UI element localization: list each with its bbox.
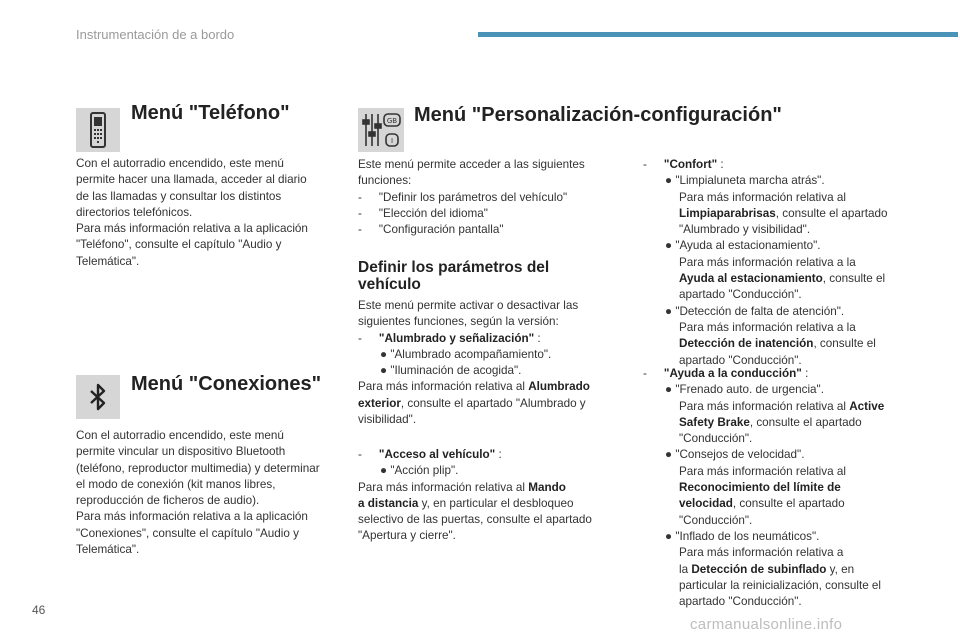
list-item: - "Definir los parámetros del vehículo"	[358, 190, 568, 204]
list-item: - "Elección del idioma"	[358, 206, 488, 220]
text-line: Telemática".	[76, 254, 140, 268]
text-line: funciones:	[358, 174, 412, 188]
text-line: Para más información relativa al	[679, 464, 846, 478]
list-item: - "Alumbrado y señalización" :	[358, 331, 541, 345]
sub-list-item: ● "Frenado auto. de urgencia".	[665, 383, 824, 397]
text-line: "Apertura y cierre".	[358, 529, 456, 543]
sub-list-item: ● "Consejos de velocidad".	[665, 448, 805, 462]
list-item: - "Acceso al vehículo" :	[358, 448, 502, 461]
sub-list-item: ● "Iluminación de acogida".	[380, 364, 522, 378]
text-line: Con el autorradio encendido, este menú	[76, 157, 284, 170]
text-line: Con el autorradio encendido, este menú	[76, 429, 284, 442]
icon-label-i: I	[390, 137, 394, 145]
text-line: particular la reinicialización, consulte el	[679, 578, 882, 592]
personalizacion-heading: Menú "Personalización-configuración"	[414, 104, 782, 126]
acceso-body	[358, 447, 592, 545]
conexiones-body	[76, 428, 320, 558]
text-line: permite vincular un dispositivo Bluetooth	[76, 445, 286, 459]
text-line: Limpiaparabrisas, consulte el apartado	[679, 206, 888, 220]
text-line: apartado "Conducción".	[679, 353, 802, 367]
sub-list-item: ● "Acción plip".	[380, 464, 459, 478]
text-line: (teléfono, reproductor multimedia) y determinar	[76, 461, 320, 475]
text-line: Detección de inatención, consulte el	[679, 337, 876, 351]
text-line: el modo de conexión (kit manos libres,	[76, 477, 276, 491]
icon-label-gb: GB	[386, 117, 398, 125]
text-line: reproducción de ficheros de audio).	[76, 494, 260, 508]
text-line: Reconocimiento del límite de	[679, 481, 841, 495]
text-line: directorios telefónicos.	[76, 205, 193, 219]
sub-list-item: ● "Alumbrado acompañamiento".	[380, 347, 552, 361]
definir-subtitle	[358, 259, 549, 293]
settings-sliders-icon	[358, 108, 404, 152]
text-line: siguientes funciones, según la versión:	[358, 315, 559, 329]
text-line: Para más información relativa al Active	[679, 399, 885, 413]
text-line: "Teléfono", consulte el capítulo "Audio y	[76, 238, 282, 252]
definir-body	[358, 298, 590, 428]
list-item: - "Configuración pantalla"	[358, 223, 504, 237]
text-line: Telemática".	[76, 543, 140, 557]
text-line: "Alumbrado y visibilidad".	[679, 223, 811, 237]
watermark: carmanualsonline.info	[690, 616, 843, 633]
list-item: - "Confort" :	[643, 158, 724, 171]
telefono-heading: Menú "Teléfono"	[131, 102, 290, 124]
list-item: - "Ayuda a la conducción" :	[643, 367, 809, 380]
subtitle-line: vehículo	[358, 276, 421, 293]
sub-list-item: ● "Limpialuneta marcha atrás".	[665, 174, 825, 188]
phone-icon	[76, 108, 120, 152]
text-line: "Conducción".	[679, 432, 753, 446]
ayuda-block	[643, 366, 884, 610]
text-line: "Conexiones", consulte el capítulo "Audio y	[76, 526, 299, 540]
text-line: Para más información relativa a la	[679, 320, 856, 334]
text-line: Para más información relativa a	[679, 546, 844, 560]
text-line: Para más información relativa al	[679, 190, 846, 204]
text-line: Para más información relativa a la aplicación	[76, 222, 308, 236]
text-line: exterior, consulte el apartado "Alumbrado y	[358, 396, 586, 410]
text-line: selectivo de las puertas, consulte el apartado	[358, 513, 592, 527]
text-line: velocidad, consulte el apartado	[679, 497, 845, 511]
text-line: Para más información relativa a la	[679, 255, 856, 269]
text-line: Safety Brake, consulte el apartado	[679, 415, 862, 429]
bluetooth-icon	[76, 375, 120, 419]
personalizacion-intro	[358, 157, 585, 238]
text-line: "Conducción".	[679, 513, 753, 527]
sub-list-item: ● "Ayuda al estacionamiento".	[665, 239, 821, 253]
text-line: Para más información relativa al Alumbrado	[358, 380, 590, 394]
text-line: Este menú permite acceder a las siguientes	[358, 158, 585, 171]
text-line: apartado "Conducción".	[679, 595, 802, 609]
text-line: Este menú permite activar o desactivar las	[358, 299, 579, 312]
page-number: 46	[32, 603, 46, 617]
confort-block	[643, 157, 888, 369]
text-line: visibilidad".	[358, 413, 417, 427]
subtitle-line: Definir los parámetros del	[358, 259, 550, 276]
header-accent-bar	[478, 32, 958, 37]
telefono-body	[76, 156, 308, 270]
text-line: Ayuda al estacionamiento, consulte el	[679, 272, 886, 286]
text-line: permite hacer una llamada, acceder al diario	[76, 173, 307, 187]
conexiones-heading: Menú "Conexiones"	[131, 373, 322, 395]
sub-list-item: ● "Detección de falta de atención".	[665, 304, 845, 318]
text-line: Para más información relativa al Mando	[358, 480, 566, 494]
running-header: Instrumentación de a bordo	[76, 27, 235, 42]
text-line: a distancia y, en particular el desbloqueo	[358, 496, 574, 510]
text-line: apartado "Conducción".	[679, 288, 802, 302]
text-line: Para más información relativa a la aplicación	[76, 510, 308, 524]
text-line: de las llamadas y consultar los distintos	[76, 189, 282, 203]
sub-list-item: ● "Inflado de los neumáticos".	[665, 529, 820, 543]
text-line: la Detección de subinflado y, en	[679, 562, 855, 576]
